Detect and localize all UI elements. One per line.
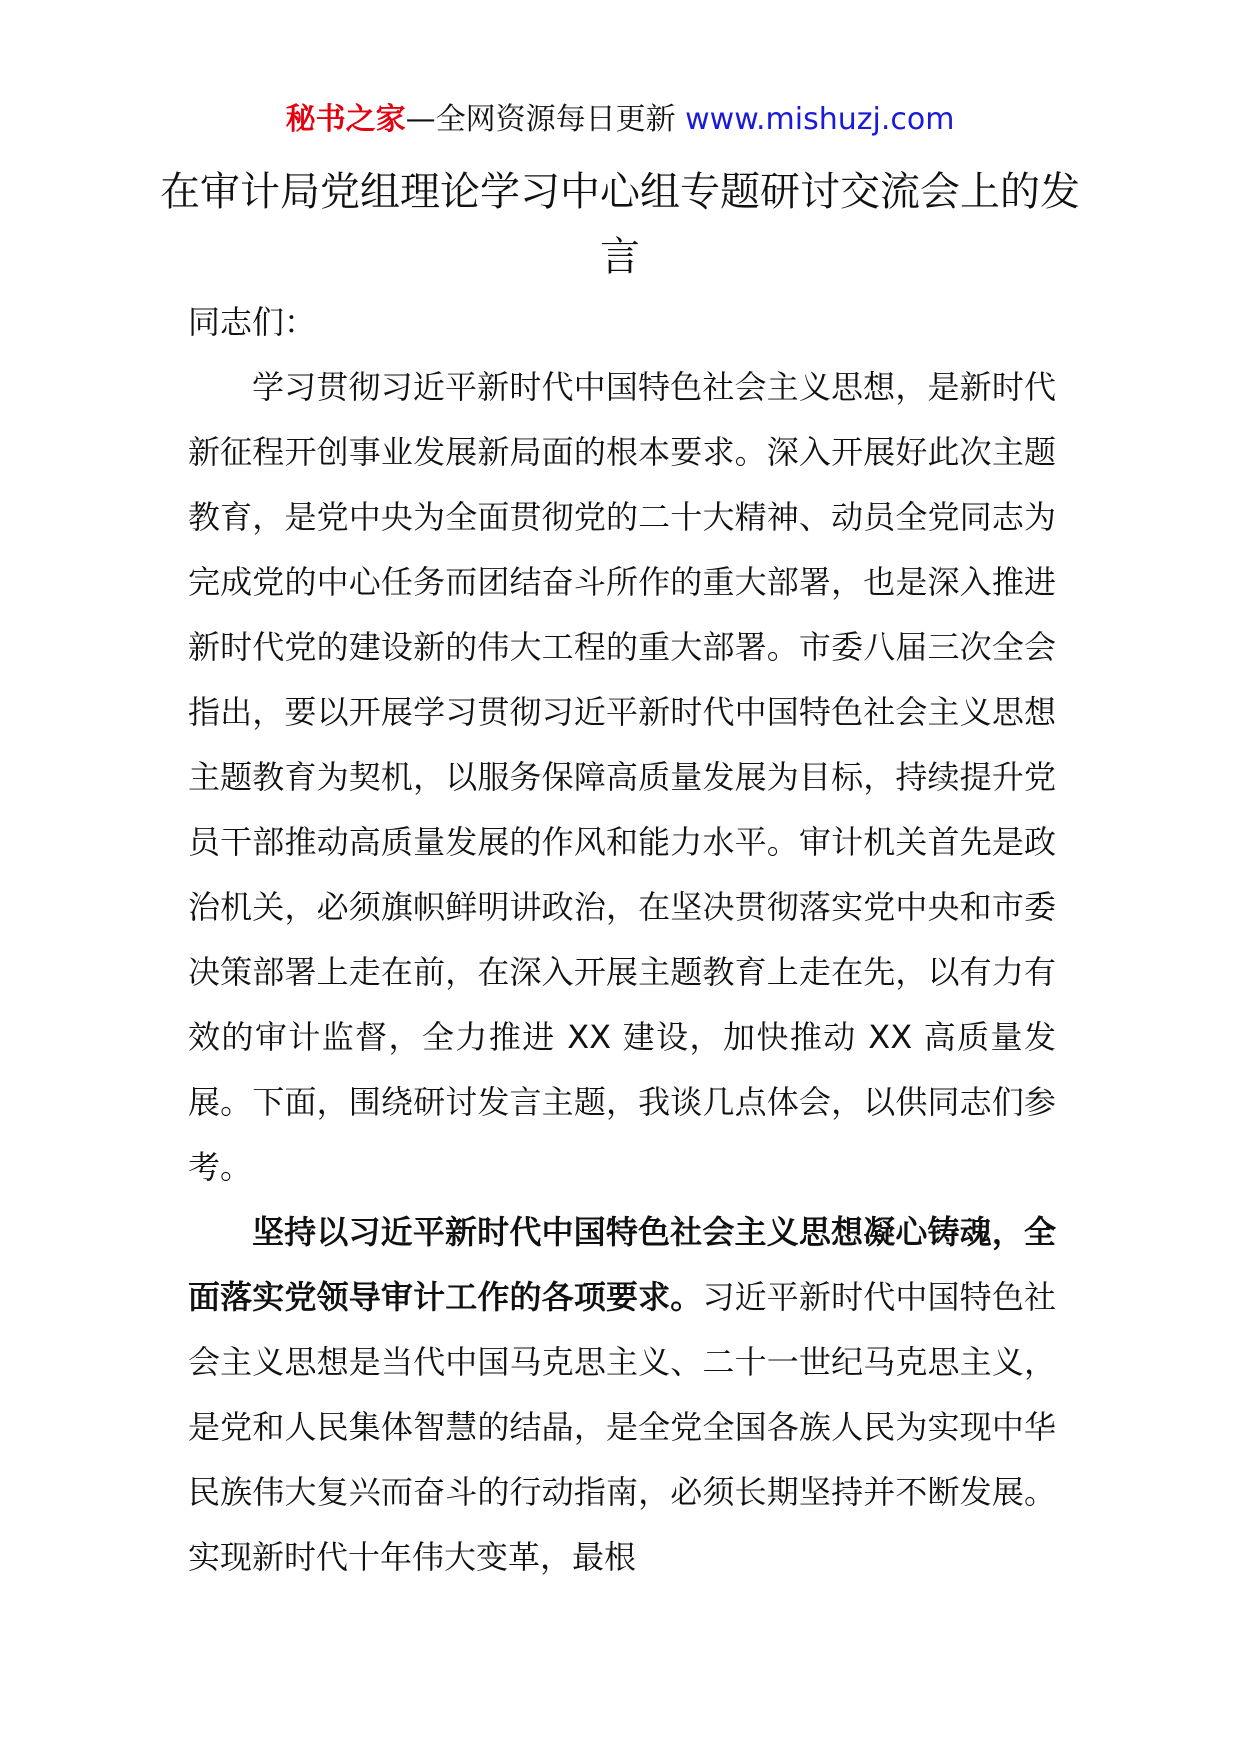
salutation: 同志们： <box>188 303 317 341</box>
section-text: 习近平新时代中国特色社会主义思想是当代中国马克思主义、二十一世纪马克思主义，是党和人民集体智慧的结晶，是全党全国各族人民为实现中华民族伟大复兴而奋斗的行动指南，必须长期坚持并不断发展。实现新时代十年伟大变革，最根 <box>188 1278 1056 1576</box>
site-url-link[interactable]: www.mishuzj.com <box>685 102 955 137</box>
site-brand: 秘书之家 <box>285 102 406 137</box>
document-title: 在审计局党组理论学习中心组专题研讨交流会上的发言 <box>160 169 1080 280</box>
document-body <box>188 290 1056 1590</box>
site-header <box>0 100 1240 140</box>
site-tagline: —全网资源每日更新 <box>405 102 676 137</box>
section-heading: 坚持以习近平新时代中国特色社会主义思想凝心铸魂，全面落实党领导审计工作的各项要求。 <box>188 1213 1056 1316</box>
paragraph-intro: 学习贯彻习近平新时代中国特色社会主义思想，是新时代新征程开创事业发展新局面的根本要求。深入开展好此次主题教育，是党中央为全面贯彻党的二十大精神、动员全党同志为完成党的中心任务而团结奋斗所作的重大部署，也是深入推进新时代党的建设新的伟大工程的重大部署。市委八届三次全会指出，要以开展学习贯彻习近平新时代中国特色社会主义思想主题教育为契机，以服务保障高质量发展为目标，持续提升党员干部推动高质量发展的作风和能力水平。审计机关首先是政治机关，必须旗帜鲜明讲政治，在坚决贯彻落实党中央和市委决策部署上走在前，在深入开展主题教育上走在先，以有力有效的审计监督，全力推进 XX 建设，加快推动 XX 高质量发展。下面，围绕研讨发言主题，我谈几点体会，以供同志们参考。 <box>188 368 1056 1186</box>
paragraph-section-1 <box>188 1200 1056 1590</box>
